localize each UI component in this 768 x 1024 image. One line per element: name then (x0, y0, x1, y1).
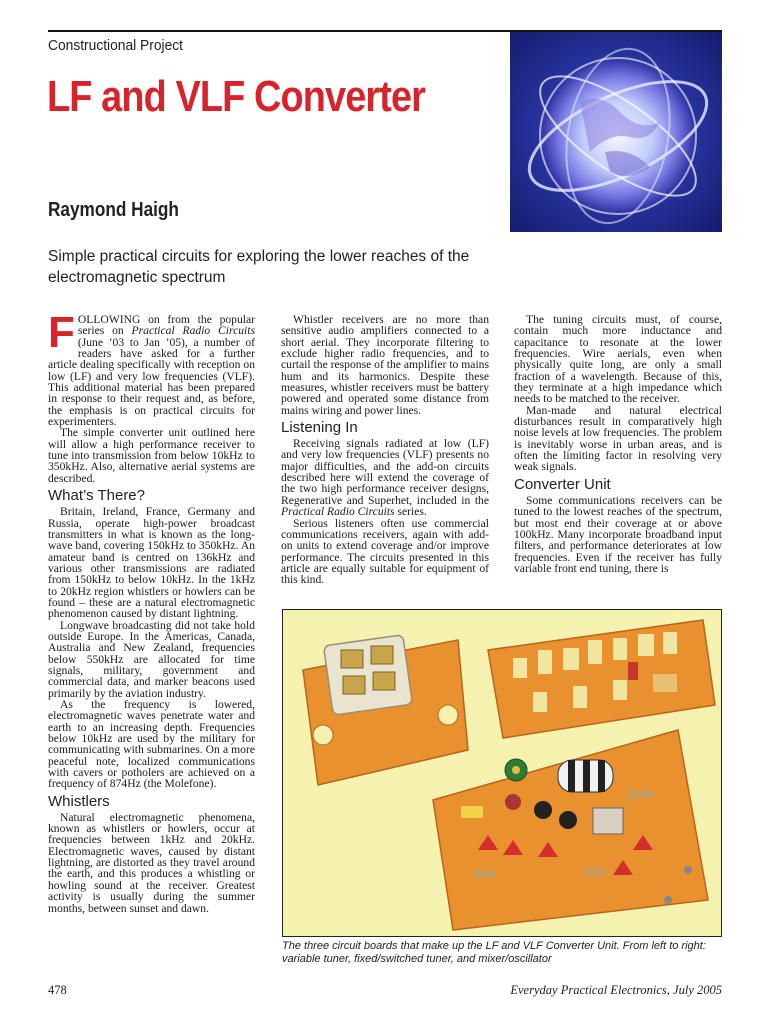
paragraph: As the frequency is lowered, electromagnetic waves penetrate water and earth to an increasing depth. Frequencies below 10kHz are used by the military for communicating with submarines. On a more peaceful note, localized communications with cavers or potholers are achieved on a frequency of 874Hz (the Molefone). (48, 698, 255, 791)
paragraph: Some communications receivers can be tuned to the lowest reaches of the spectrum, but most end their coverage at or above 100kHz. Many incorporate broadband input filters, and performance deteriorates at low frequencies. Even if the receiver has fully variable front end tuning, there is (514, 493, 722, 575)
paragraph: Whistler receivers are no more than sensitive audio amplifiers connected to a short aerial. They incorporate filtering to exclude higher radio frequencies, and to curtail the response of the amplifier to mains hum and its harmonics. Despite these measures, whistler receivers must be battery powered and operated some distance from mains wiring and power lines. (281, 313, 489, 417)
subheading-whats-there: What’s There? (48, 487, 145, 505)
page-number: 478 (48, 983, 67, 997)
standfirst: Simple practical circuits for exploring the lower reaches of the electromagnetic spectrum (48, 248, 470, 286)
subheading-listening-in: Listening In (281, 419, 358, 437)
column-2 (281, 314, 489, 586)
intro-paragraph: FOLLOWING on from the popular series on Practical Radio Circuits (June ’03 to Jan ’05), a number of readers have asked for a further article dealing specifically with reception on low (LF) and very low frequencies (VLF). This additional material has been prepared in response to their request and, as before, the emphasis is on practical circuits for experimenters. (48, 308, 255, 429)
globe-graphic (510, 32, 722, 232)
paragraph: Longwave broadcasting did not take hold outside Europe. In the Americas, Canada, Australia and New Zealand, frequencies below 550kHz are allocated for time signals, military, government and commercial data, and marker beacons used primarily by the aviation industry. (48, 618, 255, 700)
globe-illustration (510, 32, 722, 232)
photo-caption: The three circuit boards that make up the LF and VLF Converter Unit. From left to right: variable tuner, fixed/switched tuner, and mixer/oscillator (282, 940, 706, 965)
paragraph: Natural electromagnetic phenomena, known as whistlers or howlers, occur at frequencies between 1kHz and 20kHz. Electromagnetic waves, caused by distant lightning, are distorted as they travel around the earth, and this produces a whistling or howling sound at the receiver. Greatest activity is usually during the summer months, between sunset and dawn. (48, 810, 255, 915)
article-title: LF and VLF Converter (47, 72, 426, 121)
series-name: Practical Radio Circuits (281, 505, 395, 519)
section-kicker: Constructional Project (48, 37, 183, 54)
circuit-boards-photo (282, 609, 722, 937)
series-name: Practical Radio Circuits (131, 324, 255, 338)
paragraph: The simple converter unit outlined here will allow a high performance receiver to tune into transmission from below 10kHz to 350kHz. Also, alternative aerial systems are described. (48, 426, 255, 485)
subheading-converter-unit: Converter Unit (514, 475, 611, 493)
paragraph: The tuning circuits must, of course, contain much more inductance and capacitance to resonate at the lower frequencies. Wire aerials, even when physically quite long, are only a small fraction of a wavelength. Because of this, they terminate at a high impedance which needs to be matched to the receiver. (514, 313, 722, 406)
paragraph: Man-made and natural electrical disturbances result in comparatively high noise levels at low frequencies. The problem is inevitably worse in urban areas, and is often the limiting factor in resolving very weak signals. (514, 403, 722, 474)
subheading-whistlers: Whistlers (48, 792, 110, 810)
column-1 (48, 308, 255, 915)
paragraph: Serious listeners often use commercial communications receivers, again with add-on units to extend coverage and/or improve performance. The circuits presented in this article are equally suitable for equipment of this kind. (281, 516, 489, 587)
column-3 (514, 314, 722, 574)
author-name: Raymond Haigh (48, 199, 179, 221)
paragraph: Britain, Ireland, France, Germany and Russia, operate high-power broadcast transmitters in what is known as the long-wave band, covering 150kHz to 350kHz. An amateur band is centred on 136kHz and various other transmissions are radiated from 150kHz to below 10kHz. In the 1kHz to 20kHz region whistlers or howlers can be found – these are a natural electromagnetic phenomenon caused by distant lightning. (48, 505, 255, 621)
drop-cap: F (48, 308, 75, 357)
journal-footer: Everyday Practical Electronics, July 2005 (510, 983, 722, 997)
circuit-boards-graphic (283, 610, 722, 937)
paragraph: Receiving signals radiated at low (LF) and very low frequencies (VLF) presents no major difficulties, and the add-on circuits described here will extend the coverage of the two high performance receiver designs, Regenerative and Superhet, included in the Practical Radio Circuits series. (281, 437, 489, 519)
